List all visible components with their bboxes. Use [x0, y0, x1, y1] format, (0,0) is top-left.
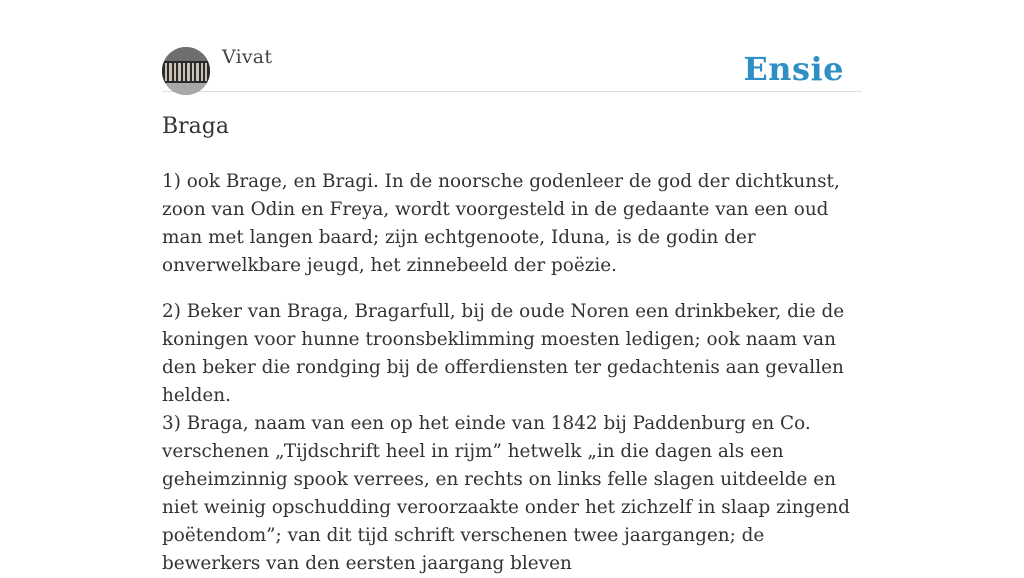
- page-title: Braga: [162, 114, 229, 139]
- book-spines-icon: [162, 47, 210, 95]
- author-name[interactable]: Vivat: [222, 46, 273, 68]
- paragraph-1: 1) ook Brage, en Bragi. In de noorsche godenleer de god der dichtkunst, zoon van Odin en Freya, wordt voorgesteld in de gedaante van een oud man met langen baard; zijn echtgenoote, Iduna, is de godin der onverwelkbare jeugd, het zinnebeeld der poëzie.: [162, 171, 840, 276]
- header: [162, 46, 862, 92]
- avatar[interactable]: [162, 47, 210, 95]
- paragraph-2-text: 2) Beker van Braga, Bragarfull, bij de oude Noren een drinkbeker, die de koningen voor hunne troonsbeklimming moesten ledigen; ook naam van den beker die rondging bij de offerdiensten ter gedachtenis aan gevallen helden.: [162, 301, 845, 406]
- paragraph-2: [162, 298, 867, 578]
- paragraph-3-text: 3) Braga, naam van een op het einde van 1842 bij Paddenburg en Co. verschenen „Tijdschrift heel in rijm” hetwelk „in die dagen als een geheimzinnig spook verrees, en rechts on links felle slagen uitdeelde en niet weinig opschudding veroorzaakte onder het zichzelf in slaap zingend poëtendom”; van dit tijd schrift verschenen twee jaargangen; de bewerkers van den eersten jaargang bleven: [162, 413, 850, 574]
- site-logo[interactable]: Ensie: [743, 50, 844, 88]
- article-body: [162, 168, 867, 578]
